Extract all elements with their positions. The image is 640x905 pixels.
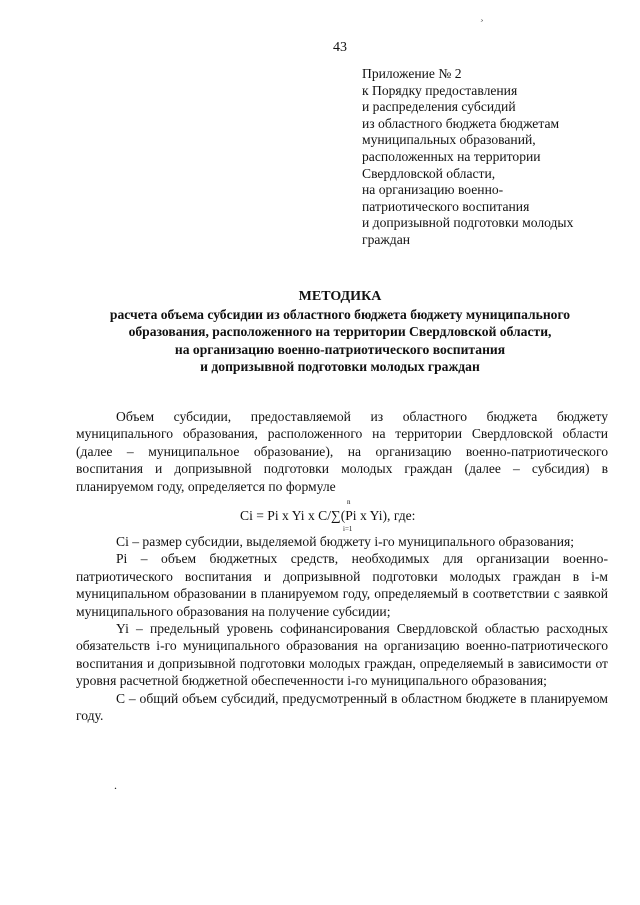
formula (240, 498, 500, 534)
definition-ci: Ci – размер субсидии, выделяемой бюджету i-го муниципального образования; (116, 534, 575, 549)
definitions-block (76, 533, 608, 724)
appendix-line: патриотического воспитания (362, 198, 530, 214)
appendix-line: и распределения субсидий (362, 99, 516, 115)
intro-paragraph-block (76, 408, 608, 495)
appendix-line: из областного бюджета бюджетам (362, 115, 560, 131)
tick-mark: ¸ (480, 10, 484, 22)
sum-upper-limit: n (347, 498, 351, 506)
definition-pi: Pi – объем бюджетных средств, необходимых для организации военно-патриотического воспитания и допризывной подготовки молодых граждан в i-м муниципальном образовании в планируемом году, определяемый в соответствии с заявкой муниципального образования на получение субсидии; (76, 551, 608, 619)
appendix-line: на организацию военно- (362, 182, 504, 198)
appendix-line: расположенных на территории (362, 148, 541, 164)
page-number: 43 (333, 40, 347, 55)
definition-c: С – общий объем субсидий, предусмотренный в областном бюджете в планируемом году. (76, 690, 608, 724)
title-line: образования, расположенного на территории Свердловской области, (128, 324, 552, 340)
appendix-block (362, 66, 612, 249)
title-main: МЕТОДИКА (298, 289, 382, 304)
appendix-line: Свердловской области, (362, 165, 496, 181)
document-title (60, 288, 620, 376)
title-line: расчета объема субсидии из областного бюджета бюджету муниципального (109, 306, 571, 322)
appendix-line: граждан (362, 231, 411, 247)
appendix-line: муниципальных образований, (362, 132, 536, 148)
appendix-line: и допризывной подготовки молодых (362, 215, 574, 231)
title-line: на организацию военно-патриотического воспитания (174, 341, 506, 357)
intro-paragraph: Объем субсидии, предоставляемой из областного бюджета бюджету муниципального образования, расположенного на территории Свердловской области (далее – муниципальное образование), на организацию военно-патриотического воспитания и допризывной подготовки молодых граждан (далее – субсидия) в планируемом году, определяется по формуле (76, 409, 608, 494)
title-line: и допризывной подготовки молодых граждан (200, 359, 480, 375)
sum-lower-limit: i=1 (343, 525, 353, 533)
appendix-line: Приложение № 2 (362, 66, 462, 81)
stray-dot: . (114, 778, 117, 792)
appendix-line: к Порядку предоставления (362, 82, 518, 98)
definition-yi: Yi – предельный уровень софинансирования Свердловской областью расходных обязательств i-го муниципального образования на организацию военно-патриотического воспитания и допризывной подготовки молодых граждан, определяемый в зависимости от уровня расчетной бюджетной обеспеченности i-го муниципального образования; (76, 621, 608, 689)
formula-text: Ci = Pi x Yi x C/∑(Pi x Yi), где: (240, 508, 416, 523)
